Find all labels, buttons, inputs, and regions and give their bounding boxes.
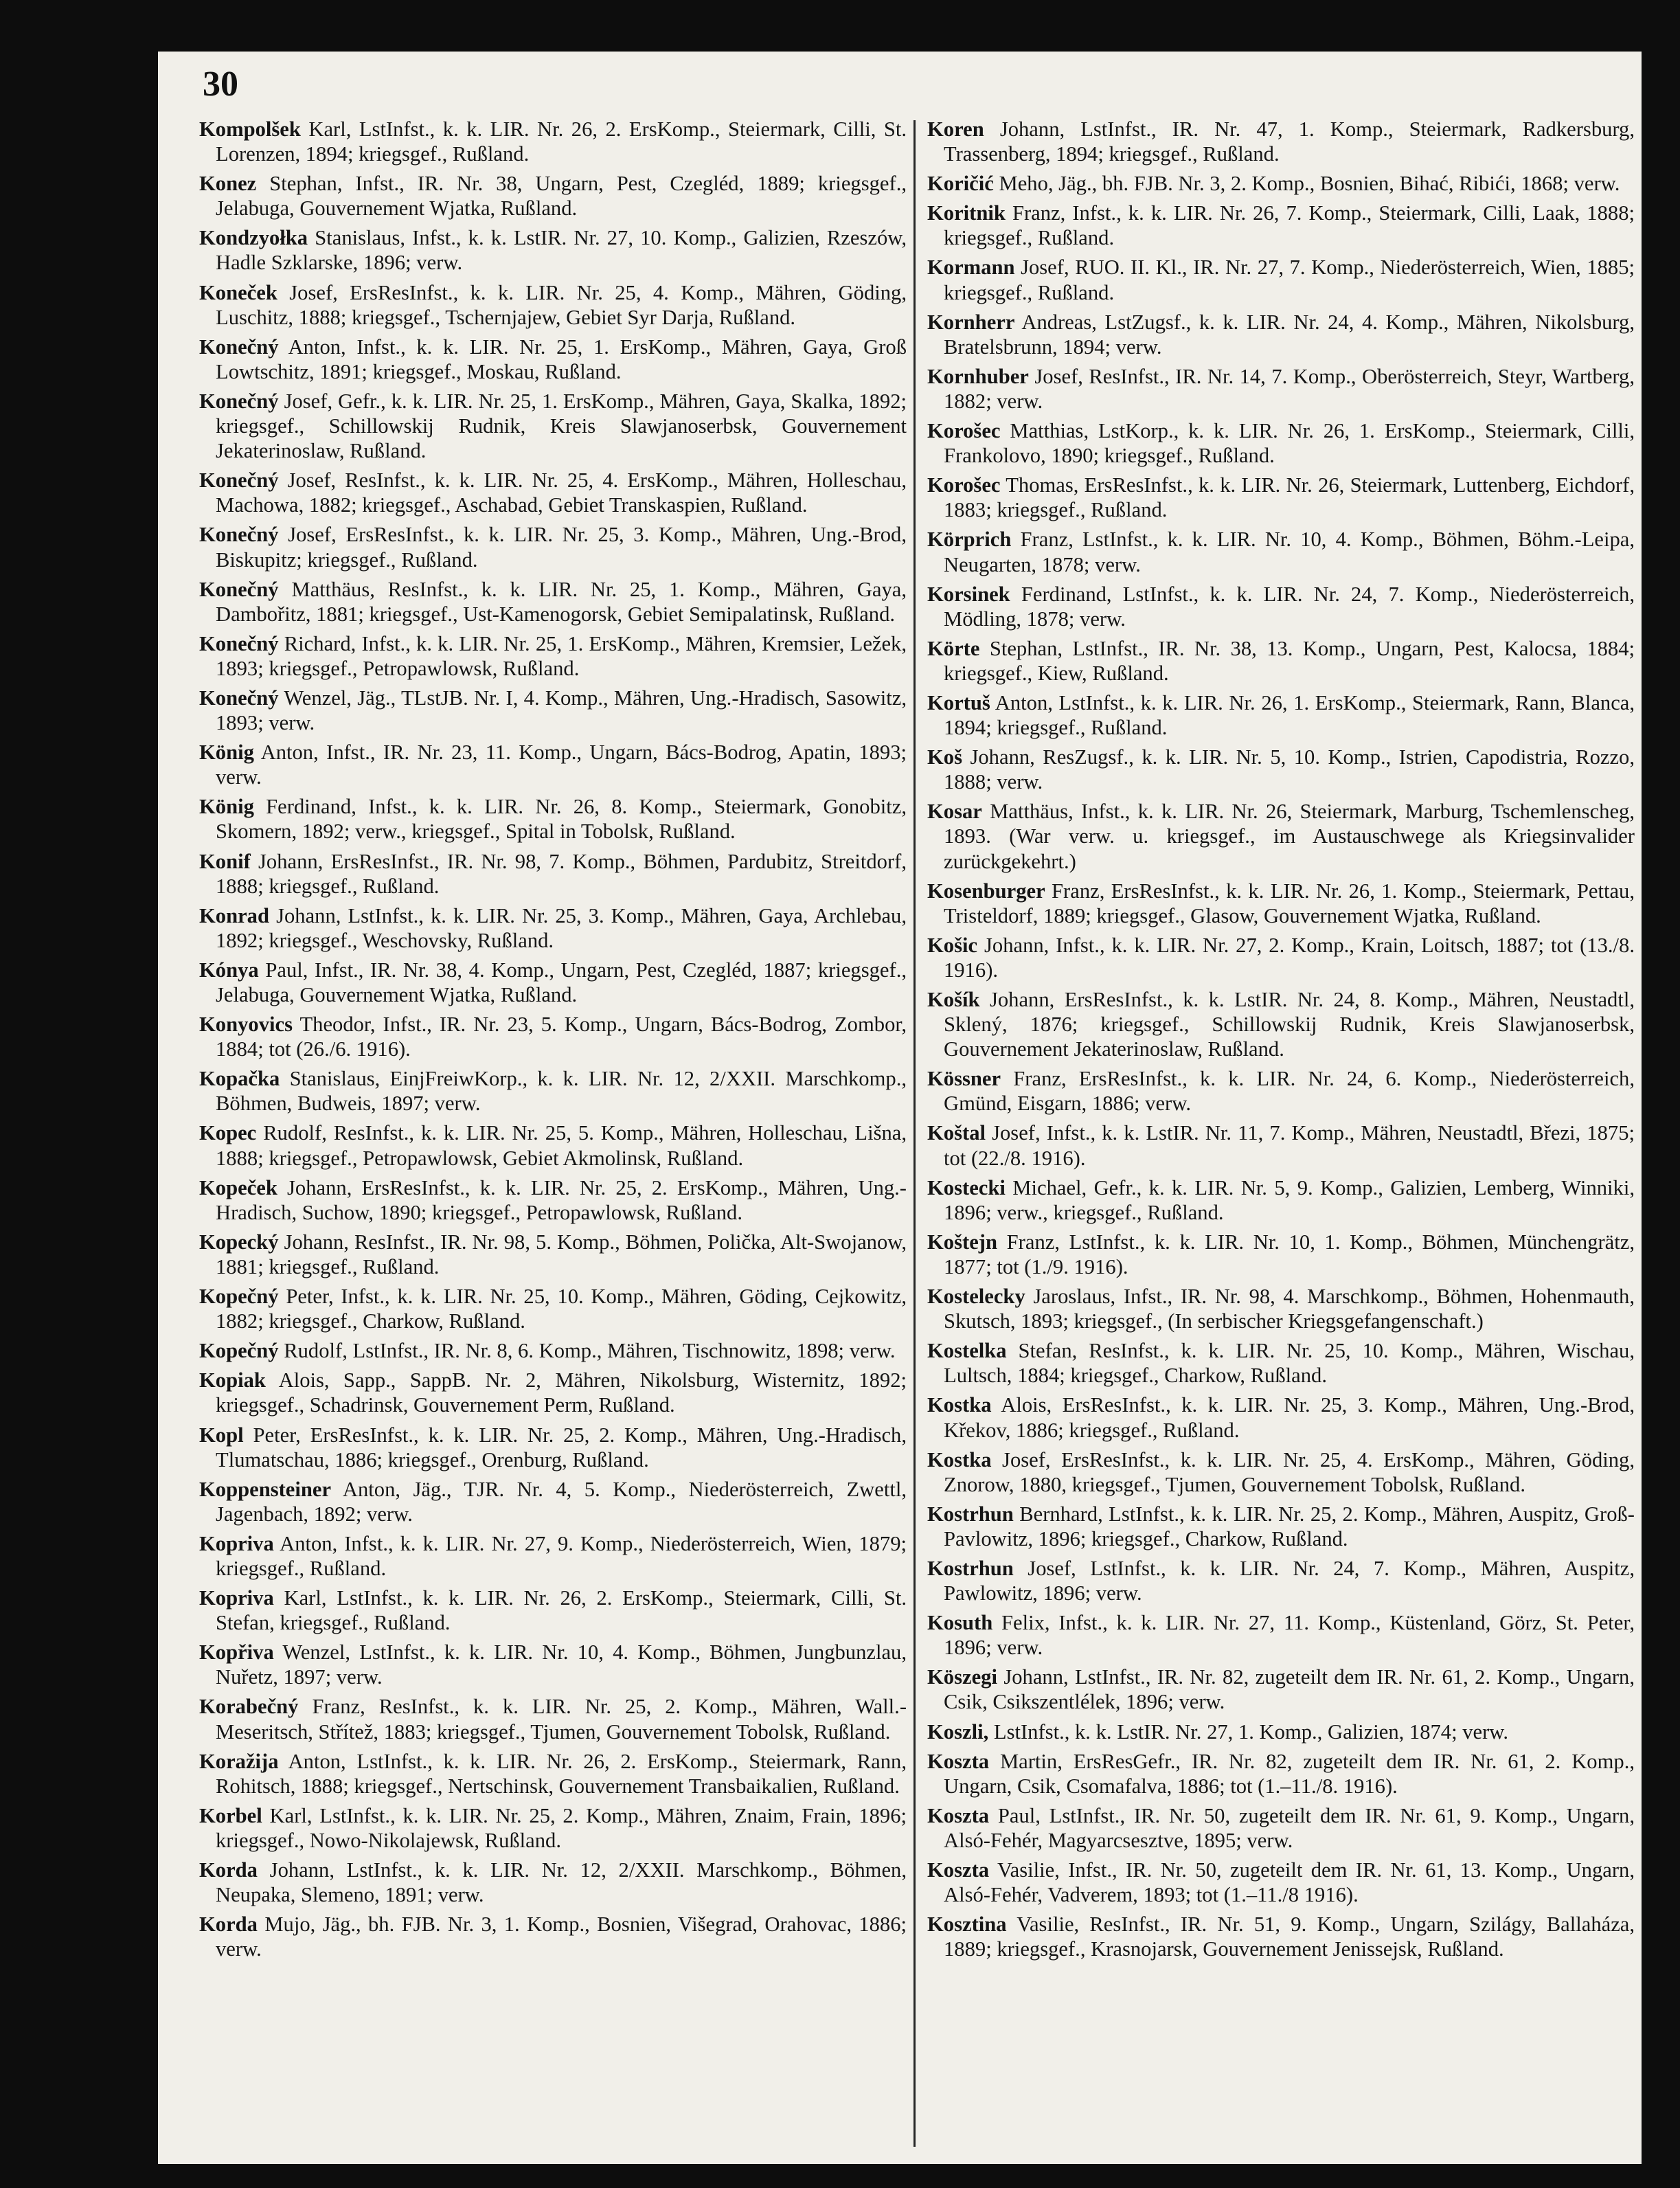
entry-surname: Konečný	[199, 686, 279, 710]
list-entry	[199, 740, 907, 789]
entry-details: Matthias, LstKorp., k. k. LIR. Nr. 26, 1. ErsKomp., Steiermark, Cilli, Frankolovo, 1890; kriegsgef., Rußland.	[944, 419, 1635, 468]
entry-surname: Korošec	[927, 473, 1001, 497]
list-entry	[927, 1502, 1635, 1551]
entry-surname: Körte	[927, 636, 980, 660]
entry-details: Peter, ErsResInfst., k. k. LIR. Nr. 25, 2. Komp., Mähren, Ung.-Hradisch, Tlumatschau, 1886; kriegsgef., Orenburg, Rußland.	[216, 1423, 907, 1471]
entry-details: Matthäus, ResInfst., k. k. LIR. Nr. 25, 1. Komp., Mähren, Gaya, Dambořitz, 1881; kriegsgef., Ust-Kamenogorsk, Gebiet Semipalatinsk, Rußland.	[216, 577, 907, 626]
entry-details: Meho, Jäg., bh. FJB. Nr. 3, 2. Komp., Bosnien, Bihać, Ribići, 1868; verw.	[999, 172, 1620, 196]
entry-surname: Kopecký	[199, 1230, 279, 1254]
entry-surname: Korsinek	[927, 582, 1010, 606]
entry-details: Johann, ErsResInfst., k. k. LstIR. Nr. 24, 8. Komp., Mähren, Neustadtl, Sklený, 1876; kriegsgef., Schillowskij Rudnik, Kreis Slawjanoserbsk, Gouvernement Jekaterinoslaw, Rußland.	[944, 988, 1635, 1061]
entry-details: Richard, Infst., k. k. LIR. Nr. 25, 1. ErsKomp., Mähren, Kremsier, Ležek, 1893; kriegsgef., Petropawlowsk, Rußland.	[216, 631, 907, 680]
entry-surname: Korošec	[927, 419, 1001, 443]
entry-surname: König	[199, 741, 254, 765]
right-column	[927, 117, 1635, 1966]
entry-details: Franz, ErsResInfst., k. k. LIR. Nr. 26, 1. Komp., Steiermark, Pettau, Tristeldorf, 1889; kriegsgef., Glasow, Gouvernement Wjatka, Rußland.	[944, 879, 1635, 927]
list-entry	[199, 1284, 907, 1333]
entry-details: Josef, ErsResInfst., k. k. LIR. Nr. 25, 4. ErsKomp., Mähren, Göding, Znorow, 1880, kriegsgef., Tjumen, Gouvernement Tobolsk, Rußland.	[944, 1447, 1635, 1496]
list-entry	[927, 1749, 1635, 1798]
entry-details: Jaroslaus, Infst., IR. Nr. 98, 4. Marschkomp., Böhmen, Hohenmauth, Skutsch, 1893; kriegsgef., (In serbischer Kriegsgefangenschaft.)	[944, 1285, 1635, 1333]
page-number: 30	[203, 65, 238, 104]
list-entry	[927, 1066, 1635, 1116]
list-entry	[199, 631, 907, 681]
entry-surname: Koren	[927, 117, 984, 141]
entry-surname: Kopriva	[199, 1586, 274, 1610]
list-entry	[927, 1803, 1635, 1853]
entry-details: Johann, ResZugsf., k. k. LIR. Nr. 5, 10. Komp., Istrien, Capodistria, Rozzo, 1888; verw.	[944, 745, 1635, 794]
entry-details: Ferdinand, Infst., k. k. LIR. Nr. 26, 8. Komp., Steiermark, Gonobitz, Skomern, 1892; verw., kriegsgef., Spital in Tobolsk, Rußland.	[216, 795, 907, 844]
entry-surname: Konečný	[199, 389, 279, 413]
list-entry	[927, 879, 1635, 928]
entry-surname: Korbel	[199, 1803, 262, 1827]
entry-details: Franz, LstInfst., k. k. LIR. Nr. 10, 4. Komp., Böhmen, Böhm.-Leipa, Neugarten, 1878; verw.	[944, 528, 1635, 576]
entry-surname: Koričić	[927, 172, 994, 196]
entry-surname: Kosenburger	[927, 879, 1045, 903]
list-entry	[927, 1719, 1635, 1744]
entry-details: Johann, LstInfst., IR. Nr. 82, zugeteilt dem IR. Nr. 61, 2. Komp., Ungarn, Csik, Csikszentlélek, 1896; verw.	[944, 1665, 1635, 1714]
entry-details: Anton, LstInfst., k. k. LIR. Nr. 26, 2. ErsKomp., Steiermark, Rann, Rohitsch, 1888; kriegsgef., Nertschinsk, Gouvernement Transbaikalien, Rußland.	[216, 1749, 907, 1798]
list-entry	[927, 473, 1635, 522]
list-entry	[927, 745, 1635, 794]
entry-surname: Kormann	[927, 256, 1015, 280]
entry-details: Johann, ErsResInfst., IR. Nr. 98, 7. Komp., Böhmen, Pardubitz, Streitdorf, 1888; kriegsgef., Rußland.	[216, 849, 907, 898]
entry-surname: Koritnik	[927, 201, 1006, 225]
entry-surname: Kortuš	[927, 690, 990, 714]
entry-surname: Kopeček	[199, 1175, 277, 1199]
entry-details: Stefan, ResInfst., k. k. LIR. Nr. 25, 10. Komp., Mähren, Wischau, Lultsch, 1884; kriegsgef., Charkow, Rußland.	[944, 1339, 1635, 1388]
list-entry	[199, 389, 907, 463]
entry-details: Josef, Gefr., k. k. LIR. Nr. 25, 1. ErsKomp., Mähren, Gaya, Skalka, 1892; kriegsgef., Schillowskij Rudnik, Kreis Slawjanoserbsk, Gouvernement Jekaterinoslaw, Rußland.	[216, 389, 907, 463]
entry-surname: Kopl	[199, 1423, 244, 1447]
entry-surname: Kornhuber	[927, 364, 1029, 388]
entry-details: Peter, Infst., k. k. LIR. Nr. 25, 10. Komp., Mähren, Göding, Cejkowitz, 1882; kriegsgef., Charkow, Rußland.	[216, 1285, 907, 1333]
entry-details: Thomas, ErsResInfst., k. k. LIR. Nr. 26, Steiermark, Luttenberg, Eichdorf, 1883; kriegsgef., Rußland.	[944, 473, 1635, 522]
list-entry	[199, 794, 907, 844]
entry-surname: Kompolšek	[199, 117, 301, 141]
list-entry	[927, 1447, 1635, 1497]
list-entry	[927, 310, 1635, 359]
list-entry	[927, 364, 1635, 414]
list-entry	[927, 201, 1635, 250]
entry-surname: Konyovics	[199, 1013, 293, 1037]
entry-details: Anton, Infst., k. k. LIR. Nr. 27, 9. Komp., Niederösterreich, Wien, 1879; kriegsgef., Rußland.	[216, 1531, 907, 1580]
list-entry	[199, 1120, 907, 1170]
entry-surname: Koneček	[199, 280, 277, 304]
list-entry	[927, 117, 1635, 166]
entry-surname: Kostka	[927, 1393, 992, 1417]
entry-details: Johann, LstInfst., k. k. LIR. Nr. 25, 3. Komp., Mähren, Gaya, Archlebau, 1892; kriegsgef., Weschovsky, Rußland.	[216, 903, 907, 952]
entry-details: Johann, LstInfst., k. k. LIR. Nr. 12, 2/XXII. Marschkomp., Böhmen, Neupaka, Slemeno, 1891; verw.	[216, 1858, 907, 1907]
entry-surname: Kosztina	[927, 1913, 1007, 1937]
list-entry	[199, 1012, 907, 1061]
entry-surname: Koražija	[199, 1749, 279, 1773]
entry-details: Anton, Infst., k. k. LIR. Nr. 25, 1. ErsKomp., Mähren, Gaya, Groß Lowtschitz, 1891; kriegsgef., Moskau, Rußland.	[216, 335, 907, 383]
entry-surname: Kostrhun	[927, 1502, 1014, 1526]
entry-surname: Kornherr	[927, 310, 1015, 334]
entry-details: Michael, Gefr., k. k. LIR. Nr. 5, 9. Komp., Galizien, Lemberg, Winniki, 1896; verw., kriegsgef., Rußland.	[944, 1175, 1635, 1224]
list-entry	[927, 1284, 1635, 1333]
entry-surname: Kopečný	[199, 1339, 279, 1363]
list-entry	[199, 522, 907, 572]
list-entry	[199, 335, 907, 384]
entry-details: Felix, Infst., k. k. LIR. Nr. 27, 11. Komp., Küstenland, Görz, St. Peter, 1896; verw.	[944, 1611, 1635, 1660]
entry-surname: Kössner	[927, 1067, 1001, 1091]
list-entry	[199, 1423, 907, 1472]
entry-surname: Kostka	[927, 1447, 992, 1471]
book-page	[158, 52, 1642, 2164]
entry-surname: Koszli,	[927, 1719, 989, 1744]
entry-surname: Kopečný	[199, 1285, 279, 1309]
entry-details: Johann, Infst., k. k. LIR. Nr. 27, 2. Komp., Krain, Loitsch, 1887; tot (13./8. 1916).	[944, 933, 1635, 982]
list-entry	[199, 1066, 907, 1116]
entry-details: Matthäus, Infst., k. k. LIR. Nr. 26, Steiermark, Marburg, Tschemlenscheg, 1893. (War verw. u. kriegsgef., im Austauschwege als Kriegsinvalider zurückgekehrt.)	[944, 800, 1635, 873]
list-entry	[199, 1694, 907, 1744]
entry-surname: Korda	[199, 1858, 258, 1882]
list-entry	[927, 1858, 1635, 1907]
list-entry	[199, 1175, 907, 1225]
left-column	[199, 117, 907, 1966]
list-entry	[199, 958, 907, 1007]
list-entry	[199, 1749, 907, 1798]
entry-details: Josef, Infst., k. k. LstIR. Nr. 11, 7. Komp., Mähren, Neustadtl, Březi, 1875; tot (22./8. 1916).	[944, 1121, 1635, 1170]
entry-surname: Konif	[199, 849, 251, 873]
entry-details: Franz, Infst., k. k. LIR. Nr. 26, 7. Komp., Steiermark, Cilli, Laak, 1888; kriegsgef., Rußland.	[944, 201, 1635, 250]
entry-details: Josef, ErsResInfst., k. k. LIR. Nr. 25, 4. Komp., Mähren, Göding, Luschitz, 1888; kriegsgef., Tschernjajew, Gebiet Syr Darja, Rußland.	[216, 280, 907, 329]
entry-details: Franz, LstInfst., k. k. LIR. Nr. 10, 1. Komp., Böhmen, Münchengrätz, 1877; tot (1./9. 1916).	[944, 1230, 1635, 1278]
entry-details: Josef, ErsResInfst., k. k. LIR. Nr. 25, 3. Komp., Mähren, Ung.-Brod, Biskupitz; kriegsgef., Rußland.	[216, 523, 907, 572]
entry-details: Josef, RUO. II. Kl., IR. Nr. 27, 7. Komp., Niederösterreich, Wien, 1885; kriegsgef., Rußland.	[944, 256, 1635, 304]
list-entry	[199, 1230, 907, 1279]
list-entry	[927, 1665, 1635, 1714]
entry-details: LstInfst., k. k. LstIR. Nr. 27, 1. Komp., Galizien, 1874; verw.	[993, 1719, 1509, 1744]
entry-surname: Kosuth	[927, 1611, 993, 1635]
list-entry	[199, 171, 907, 221]
entry-surname: Kostecki	[927, 1175, 1006, 1199]
entry-details: Vasilie, Infst., IR. Nr. 50, zugeteilt dem IR. Nr. 61, 13. Komp., Ungarn, Alsó-Fehér, Vadverem, 1893; tot (1.–11./8 1916).	[944, 1858, 1635, 1907]
entry-details: Anton, Infst., IR. Nr. 23, 11. Komp., Ungarn, Bács-Bodrog, Apatin, 1893; verw.	[216, 741, 907, 789]
entry-details: Josef, LstInfst., k. k. LIR. Nr. 24, 7. Komp., Mähren, Auspitz, Pawlowitz, 1896; verw.	[944, 1556, 1635, 1605]
entry-surname: Konez	[199, 172, 257, 196]
list-entry	[199, 1803, 907, 1853]
list-entry	[927, 527, 1635, 576]
entry-details: Wenzel, LstInfst., k. k. LIR. Nr. 10, 4. Komp., Böhmen, Jungbunzlau, Nuřetz, 1897; verw.	[216, 1640, 907, 1689]
entry-surname: Konečný	[199, 631, 279, 655]
entry-details: Paul, LstInfst., IR. Nr. 50, zugeteilt dem IR. Nr. 61, 9. Komp., Ungarn, Alsó-Fehér, Magyarcsesztve, 1895; verw.	[944, 1803, 1635, 1852]
list-entry	[199, 1640, 907, 1689]
entry-details: Rudolf, ResInfst., k. k. LIR. Nr. 25, 5. Komp., Mähren, Holleschau, Lišna, 1888; kriegsgef., Petropawlowsk, Gebiet Akmolinsk, Rußland.	[216, 1121, 907, 1170]
entry-surname: Kosar	[927, 800, 982, 824]
entry-surname: Konečný	[199, 577, 279, 601]
list-entry	[199, 225, 907, 275]
entry-surname: Konečný	[199, 523, 279, 547]
entry-details: Franz, ResInfst., k. k. LIR. Nr. 25, 2. Komp., Mähren, Wall.-Meseritsch, Střítež, 1883; kriegsgef., Tjumen, Gouvernement Tobolsk, Rußland.	[216, 1695, 907, 1744]
entry-details: Stanislaus, EinjFreiwKorp., k. k. LIR. Nr. 12, 2/XXII. Marschkomp., Böhmen, Budweis, 1897; verw.	[216, 1067, 907, 1116]
entry-surname: Koszta	[927, 1749, 990, 1773]
entry-surname: Kopec	[199, 1121, 257, 1145]
entry-details: Karl, LstInfst., k. k. LIR. Nr. 25, 2. Komp., Mähren, Znaim, Frain, 1896; kriegsgef., Nowo-Nikolajewsk, Rußland.	[216, 1803, 907, 1852]
list-entry	[927, 799, 1635, 873]
list-entry	[199, 903, 907, 953]
entry-details: Paul, Infst., IR. Nr. 38, 4. Komp., Ungarn, Pest, Czegléd, 1887; kriegsgef., Jelabuga, Gouvernement Wjatka, Rußland.	[216, 958, 907, 1006]
entry-details: Anton, LstInfst., k. k. LIR. Nr. 26, 1. ErsKomp., Steiermark, Rann, Blanca, 1894; kriegsgef., Rußland.	[944, 690, 1635, 740]
entry-details: Johann, ErsResInfst., k. k. LIR. Nr. 25, 2. ErsKomp., Mähren, Ung.-Hradisch, Suchow, 1890; kriegsgef., Petropawlowsk, Rußland.	[216, 1175, 907, 1224]
entry-details: Karl, LstInfst., k. k. LIR. Nr. 26, 2. ErsKomp., Steiermark, Cilli, St. Lorenzen, 1894; kriegsgef., Rußland.	[216, 117, 907, 166]
entry-surname: Koszta	[927, 1803, 990, 1827]
entry-surname: Kostrhun	[927, 1556, 1014, 1580]
entry-surname: Konrad	[199, 903, 269, 927]
entry-surname: König	[199, 795, 254, 819]
entry-surname: Koppensteiner	[199, 1477, 332, 1501]
list-entry	[199, 1531, 907, 1581]
column-divider	[913, 120, 916, 2147]
entry-surname: Konečný	[199, 469, 279, 493]
entry-details: Vasilie, ResInfst., IR. Nr. 51, 9. Komp., Ungarn, Szilágy, Ballaháza, 1889; kriegsgef., Krasnojarsk, Gouvernement Jenissejsk, Rußland.	[944, 1913, 1635, 1961]
entry-surname: Koszta	[927, 1858, 990, 1882]
entry-surname: Kopiak	[199, 1368, 266, 1392]
entry-surname: Koštal	[927, 1121, 986, 1145]
list-entry	[199, 1912, 907, 1961]
list-entry	[927, 582, 1635, 631]
entry-details: Franz, ErsResInfst., k. k. LIR. Nr. 24, 6. Komp., Niederösterreich, Gmünd, Eisgarn, 1886; verw.	[944, 1067, 1635, 1116]
list-entry	[199, 849, 907, 899]
entry-surname: Kostelecky	[927, 1285, 1025, 1309]
entry-details: Theodor, Infst., IR. Nr. 23, 5. Komp., Ungarn, Bács-Bodrog, Zombor, 1884; tot (26./6. 1916).	[216, 1013, 907, 1061]
list-entry	[199, 577, 907, 627]
entry-details: Stanislaus, Infst., k. k. LstIR. Nr. 27, 10. Komp., Galizien, Rzeszów, Hadle Szklarske, 1896; verw.	[216, 226, 907, 275]
entry-details: Alois, ErsResInfst., k. k. LIR. Nr. 25, 3. Komp., Mähren, Ung.-Brod, Křekov, 1886; kriegsgef., Rußland.	[944, 1393, 1635, 1442]
entry-surname: Kónya	[199, 958, 259, 982]
list-entry	[199, 280, 907, 330]
list-entry	[199, 1858, 907, 1907]
list-entry	[927, 690, 1635, 740]
entry-details: Andreas, LstZugsf., k. k. LIR. Nr. 24, 4. Komp., Mähren, Nikolsburg, Bratelsbrunn, 1894; verw.	[944, 310, 1635, 359]
list-entry	[927, 933, 1635, 982]
entry-details: Josef, ResInfst., k. k. LIR. Nr. 25, 4. ErsKomp., Mähren, Holleschau, Machowa, 1882; kriegsgef., Aschabad, Gebiet Transkaspien, Rußland.	[216, 469, 907, 517]
list-entry	[927, 171, 1635, 196]
entry-surname: Koš	[927, 745, 962, 769]
entry-details: Stephan, LstInfst., IR. Nr. 38, 13. Komp., Ungarn, Pest, Kalocsa, 1884; kriegsgef., Kiew, Rußland.	[944, 636, 1635, 685]
entry-surname: Korabečný	[199, 1695, 299, 1719]
entry-surname: Kopačka	[199, 1067, 280, 1091]
entry-details: Alois, Sapp., SappB. Nr. 2, Mähren, Nikolsburg, Wisternitz, 1892; kriegsgef., Schadrinsk, Gouvernement Perm, Rußland.	[216, 1368, 907, 1417]
entry-surname: Kopřiva	[199, 1640, 274, 1665]
entry-details: Stephan, Infst., IR. Nr. 38, Ungarn, Pest, Czegléd, 1889; kriegsgef., Jelabuga, Gouvernement Wjatka, Rußland.	[216, 172, 907, 221]
entry-details: Bernhard, LstInfst., k. k. LIR. Nr. 25, 2. Komp., Mähren, Auspitz, Groß-Pavlowitz, 1896; kriegsgef., Charkow, Rußland.	[944, 1502, 1635, 1550]
list-entry	[927, 636, 1635, 686]
entry-surname: Korda	[199, 1913, 258, 1937]
entry-surname: Köszegi	[927, 1665, 997, 1689]
entry-surname: Košík	[927, 988, 980, 1011]
list-entry	[927, 1175, 1635, 1225]
list-entry	[927, 255, 1635, 304]
list-entry	[927, 1912, 1635, 1961]
list-entry	[199, 1477, 907, 1526]
list-entry	[927, 1610, 1635, 1660]
list-entry	[199, 117, 907, 166]
entry-surname: Koštejn	[927, 1230, 997, 1254]
list-entry	[199, 468, 907, 517]
list-entry	[199, 1338, 907, 1363]
entry-surname: Konečný	[199, 335, 279, 359]
entry-details: Wenzel, Jäg., TLstJB. Nr. I, 4. Komp., Mähren, Ung.-Hradisch, Sasowitz, 1893; verw.	[216, 686, 907, 735]
entry-surname: Kondzyołka	[199, 226, 308, 250]
entry-details: Ferdinand, LstInfst., k. k. LIR. Nr. 24, 7. Komp., Niederösterreich, Mödling, 1878; verw.	[944, 582, 1635, 631]
list-entry	[927, 1120, 1635, 1170]
entry-details: Karl, LstInfst., k. k. LIR. Nr. 26, 2. ErsKomp., Steiermark, Cilli, St. Stefan, kriegsgef., Rußland.	[216, 1586, 907, 1635]
list-entry	[927, 987, 1635, 1061]
entry-details: Rudolf, LstInfst., IR. Nr. 8, 6. Komp., Mähren, Tischnowitz, 1898; verw.	[284, 1339, 896, 1363]
entry-surname: Kopriva	[199, 1531, 274, 1555]
entry-details: Mujo, Jäg., bh. FJB. Nr. 3, 1. Komp., Bosnien, Višegrad, Orahovac, 1886; verw.	[216, 1913, 907, 1961]
list-entry	[199, 1368, 907, 1417]
list-entry	[927, 418, 1635, 468]
entry-details: Josef, ResInfst., IR. Nr. 14, 7. Komp., Oberösterreich, Steyr, Wartberg, 1882; verw.	[944, 364, 1635, 413]
entry-details: Anton, Jäg., TJR. Nr. 4, 5. Komp., Niederösterreich, Zwettl, Jagenbach, 1892; verw.	[216, 1477, 907, 1526]
list-entry	[199, 1586, 907, 1635]
list-entry	[927, 1392, 1635, 1442]
entry-surname: Košic	[927, 933, 978, 957]
entry-surname: Kostelka	[927, 1339, 1007, 1363]
entry-surname: Körprich	[927, 528, 1012, 552]
entry-details: Johann, ResInfst., IR. Nr. 98, 5. Komp., Böhmen, Polička, Alt-Swojanow, 1881; kriegsgef., Rußland.	[216, 1230, 907, 1278]
list-entry	[199, 686, 907, 735]
list-entry	[927, 1556, 1635, 1605]
entry-details: Martin, ErsResGefr., IR. Nr. 82, zugeteilt dem IR. Nr. 61, 2. Komp., Ungarn, Csik, Csomafalva, 1886; tot (1.–11./8. 1916).	[944, 1749, 1635, 1798]
list-entry	[927, 1338, 1635, 1388]
list-entry	[927, 1230, 1635, 1279]
entry-details: Johann, LstInfst., IR. Nr. 47, 1. Komp., Steiermark, Radkersburg, Trassenberg, 1894; kriegsgef., Rußland.	[944, 117, 1635, 166]
